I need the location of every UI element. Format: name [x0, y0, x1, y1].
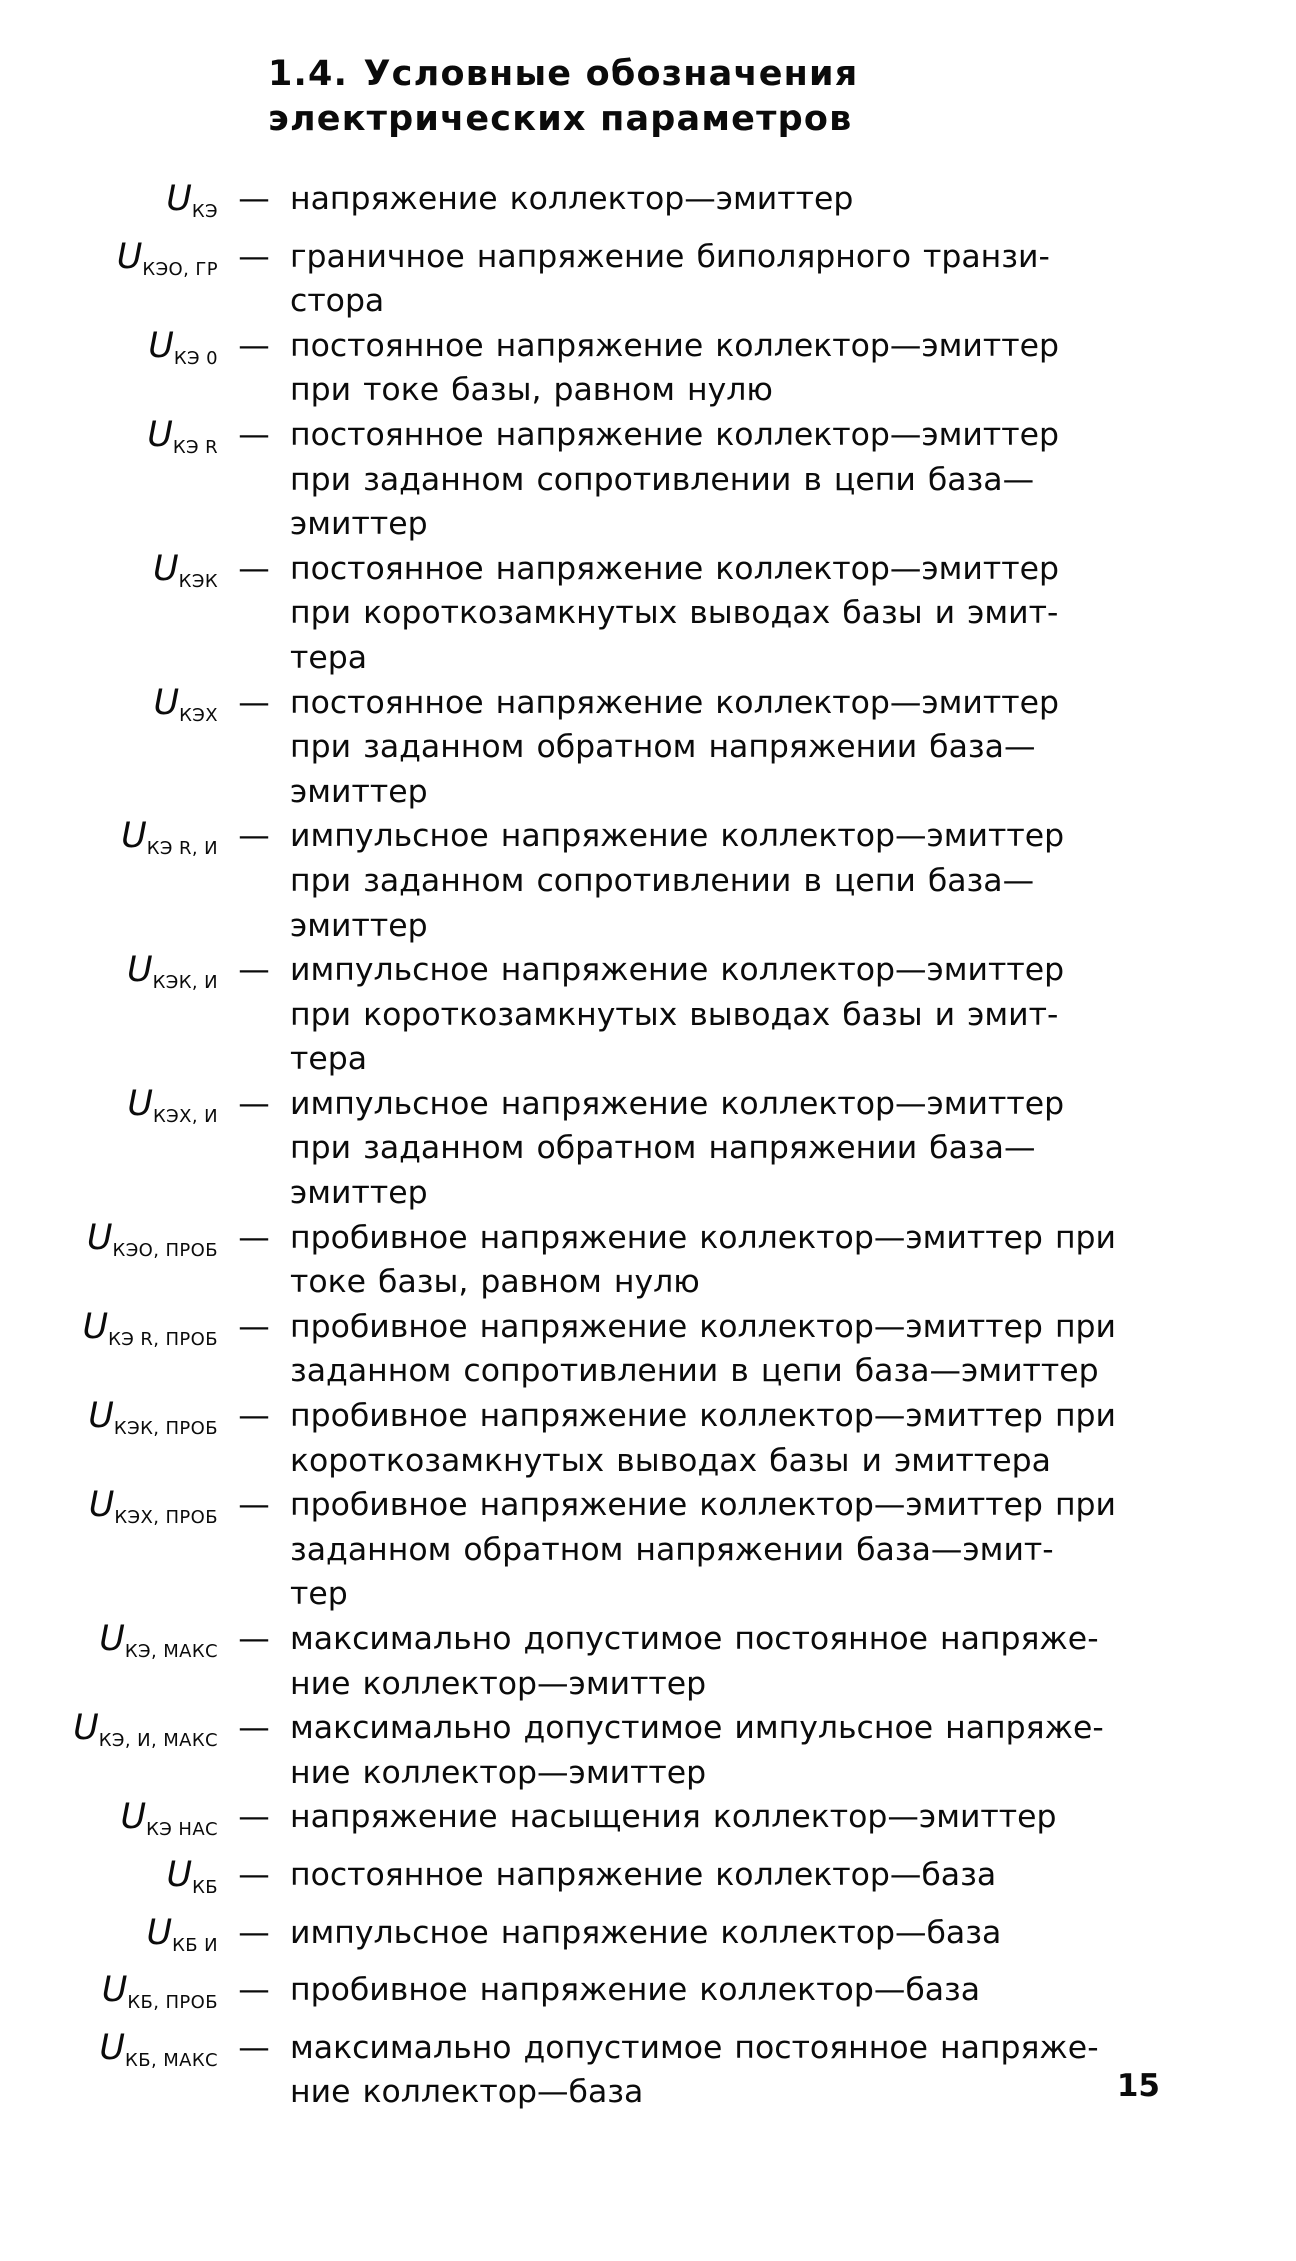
parameter-description: импульсное напряжение коллектор—эмиттер при заданном сопротивлении в цепи база— эмиттер	[290, 818, 1065, 944]
parameter-description: пробивное напряжение коллектор—эмиттер при заданном сопротивлении в цепи база—эмиттер	[290, 1308, 1116, 1390]
parameter-description: пробивное напряжение коллектор—эмиттер при заданном обратном напряжении база—эмит- тер	[290, 1487, 1116, 1613]
parameter-entry	[0, 1968, 1296, 2026]
parameter-description: максимально допустимое постоянное напряже- ние коллектор—база	[290, 2029, 1099, 2111]
parameter-symbol	[0, 324, 218, 382]
parameter-symbol	[0, 681, 218, 739]
symbol-subscript: КЭ R, ПРОБ	[108, 1328, 218, 1350]
em-dash: —	[238, 1710, 270, 1747]
em-dash: —	[238, 327, 270, 364]
em-dash: —	[238, 1398, 270, 1435]
parameter-symbol	[0, 1394, 218, 1452]
parameter-description: максимально допустимое постоянное напряже- ние коллектор—эмиттер	[290, 1621, 1099, 1702]
em-dash: —	[238, 1914, 270, 1951]
parameter-entry	[0, 1483, 1296, 1617]
parameter-symbol	[0, 948, 218, 1006]
parameter-description: напряжение насыщения коллектор—эмиттер	[290, 1799, 1057, 1836]
em-dash: —	[238, 416, 270, 453]
symbol-letter: U	[147, 414, 173, 455]
parameter-symbol	[0, 1911, 218, 1969]
parameter-entry	[0, 324, 1296, 413]
symbol-letter: U	[101, 1970, 128, 2011]
symbol-letter: U	[86, 1217, 113, 1258]
symbol-subscript: КЭК, ПРОБ	[113, 1418, 218, 1440]
parameter-description: максимально допустимое импульсное напряже- ние коллектор—эмиттер	[290, 1710, 1104, 1791]
em-dash: —	[238, 181, 270, 217]
parameter-description: напряжение коллектор—эмиттер	[290, 181, 854, 217]
symbol-letter: U	[120, 1797, 147, 1838]
symbol-letter: U	[127, 1083, 153, 1124]
symbol-letter: U	[153, 682, 180, 723]
em-dash: —	[238, 2029, 270, 2066]
parameter-symbol	[0, 1968, 218, 2026]
parameter-entry	[0, 1853, 1296, 1911]
parameter-entry	[0, 1305, 1296, 1394]
symbol-letter: U	[153, 548, 179, 589]
em-dash: —	[238, 952, 270, 989]
symbol-subscript: КЭК	[178, 570, 218, 592]
parameter-symbol	[0, 814, 218, 872]
parameter-description: постоянное напряжение коллектор—база	[290, 1856, 997, 1893]
parameter-entry	[0, 235, 1296, 324]
parameter-symbol	[0, 1795, 218, 1853]
symbol-subscript: КБ, ПРОБ	[127, 1992, 218, 2014]
parameter-symbol	[0, 1082, 218, 1140]
symbol-subscript: КЭО, ГР	[142, 258, 218, 280]
symbol-subscript: КЭ R, И	[146, 838, 218, 860]
symbol-subscript: КЭХ, И	[153, 1105, 218, 1127]
symbol-letter: U	[126, 950, 153, 991]
em-dash: —	[238, 818, 270, 855]
parameter-entry	[0, 814, 1296, 948]
symbol-letter: U	[99, 2027, 126, 2068]
symbol-letter: U	[166, 1854, 193, 1895]
parameter-symbol	[0, 1853, 218, 1911]
symbol-letter: U	[82, 1306, 109, 1347]
parameter-symbol	[0, 235, 218, 293]
parameter-entry	[0, 1617, 1296, 1706]
parameter-symbol	[0, 1216, 218, 1274]
symbol-subscript: КЭХ	[179, 704, 218, 726]
symbol-letter: U	[99, 1619, 125, 1659]
symbol-letter: U	[166, 179, 192, 219]
parameter-entry	[0, 1216, 1296, 1305]
parameter-symbol	[0, 413, 218, 471]
symbol-letter: U	[73, 1708, 99, 1749]
symbol-subscript: КЭ НАС	[146, 1819, 218, 1841]
em-dash: —	[238, 550, 270, 587]
parameter-entry	[0, 1394, 1296, 1483]
em-dash: —	[238, 1487, 270, 1524]
parameter-description: импульсное напряжение коллектор—эмиттер при заданном обратном напряжении база— эмиттер	[290, 1085, 1065, 1212]
page-number: 15	[1116, 2068, 1160, 2104]
parameter-list	[0, 177, 1296, 2115]
em-dash: —	[238, 1085, 270, 1122]
symbol-letter: U	[88, 1396, 114, 1437]
parameter-description: импульсное напряжение коллектор—база	[290, 1914, 1002, 1951]
parameter-symbol	[0, 2026, 218, 2084]
section-title-line1: Условные обозначения	[363, 54, 859, 94]
parameter-symbol	[0, 1706, 218, 1764]
symbol-subscript: КЭХ, ПРОБ	[114, 1507, 218, 1529]
parameter-entry	[0, 1706, 1296, 1795]
symbol-subscript: КЭО, ПРОБ	[112, 1239, 218, 1261]
section-title-line2: электрических параметров	[268, 99, 853, 139]
parameter-entry	[0, 681, 1296, 815]
parameter-entry	[0, 547, 1296, 681]
parameter-description: постоянное напряжение коллектор—эмиттер при короткозамкнутых выводах базы и эмит- тера	[290, 550, 1059, 676]
parameter-entry	[0, 1911, 1296, 1969]
symbol-subscript: КЭ, И, МАКС	[98, 1730, 218, 1752]
symbol-subscript: КБ	[192, 1876, 218, 1898]
parameter-entry	[0, 177, 1296, 235]
em-dash: —	[238, 1799, 270, 1836]
em-dash: —	[238, 1308, 270, 1345]
parameter-symbol	[0, 547, 218, 605]
symbol-letter: U	[116, 236, 143, 277]
parameter-description: пробивное напряжение коллектор—эмиттер при токе базы, равном нулю	[290, 1219, 1116, 1301]
symbol-subscript: КЭ, МАКС	[124, 1641, 218, 1662]
em-dash: —	[238, 238, 270, 275]
symbol-subscript: КЭ R	[172, 436, 218, 458]
parameter-symbol	[0, 177, 218, 235]
symbol-subscript: КЭ	[191, 201, 218, 222]
parameter-symbol	[0, 1483, 218, 1541]
parameter-entry	[0, 1795, 1296, 1853]
parameter-symbol	[0, 1305, 218, 1363]
parameter-entry	[0, 948, 1296, 1082]
parameter-description: пробивное напряжение коллектор—база	[290, 1972, 981, 2009]
parameter-entry	[0, 413, 1296, 547]
symbol-letter: U	[148, 325, 174, 366]
em-dash: —	[238, 1219, 270, 1256]
symbol-subscript: КБ, МАКС	[125, 2049, 218, 2071]
parameter-description: пробивное напряжение коллектор—эмиттер при короткозамкнутых выводах базы и эмиттера	[290, 1398, 1116, 1479]
parameter-entry	[0, 1082, 1296, 1216]
em-dash: —	[238, 684, 270, 721]
section-title	[268, 52, 1168, 142]
symbol-subscript: КЭ 0	[173, 347, 218, 369]
section-number: 1.4.	[268, 54, 349, 94]
parameter-description: постоянное напряжение коллектор—эмиттер при заданном сопротивлении в цепи база— эмиттер	[290, 416, 1059, 543]
parameter-description: постоянное напряжение коллектор—эмиттер при токе базы, равном нулю	[290, 327, 1059, 409]
symbol-letter: U	[88, 1485, 115, 1526]
symbol-subscript: КБ И	[172, 1934, 218, 1956]
symbol-subscript: КЭК, И	[152, 972, 218, 994]
symbol-letter: U	[146, 1912, 173, 1953]
symbol-letter: U	[121, 816, 147, 857]
em-dash: —	[238, 1621, 270, 1657]
parameter-description: граничное напряжение биполярного транзи- стора	[290, 238, 1050, 320]
em-dash: —	[238, 1972, 270, 2009]
parameter-description: импульсное напряжение коллектор—эмиттер при короткозамкнутых выводах базы и эмит- тера	[290, 952, 1065, 1078]
parameter-symbol	[0, 1617, 218, 1675]
parameter-description: постоянное напряжение коллектор—эмиттер при заданном обратном напряжении база— эмиттер	[290, 684, 1059, 810]
em-dash: —	[238, 1856, 270, 1893]
